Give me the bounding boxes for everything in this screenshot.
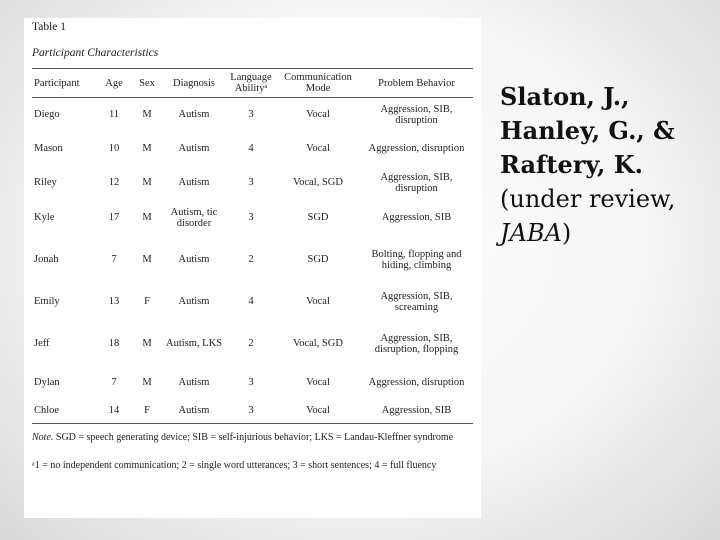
cell-diagnosis: Autism, tic disorder (170, 206, 218, 229)
cell-communication-mode: Vocal (306, 143, 330, 154)
cell-participant: Mason (34, 143, 63, 154)
table-row (32, 236, 473, 284)
cell-age: 12 (108, 177, 120, 188)
cell-age: 14 (96, 398, 132, 424)
col-header-participant: Participant (32, 69, 96, 98)
cell-diagnosis: Autism (162, 398, 226, 424)
cell-diagnosis: Autism (178, 109, 210, 121)
cell-diagnosis: Autism (178, 143, 210, 154)
table-row (32, 200, 473, 236)
cell-participant: Jonah (34, 254, 59, 265)
note-label: Note. (32, 432, 54, 443)
cell-participant: Chloe (32, 398, 96, 424)
cell-diagnosis: Autism (178, 296, 210, 307)
col-header-sex: Sex (132, 69, 162, 98)
cell-communication-mode: Vocal (276, 398, 360, 424)
cell-participant: Emily (34, 296, 60, 307)
cell-age: 7 (111, 377, 117, 388)
cell-communication-mode: Vocal (306, 296, 330, 307)
cell-age: 17 (108, 212, 120, 223)
citation-close: ) (561, 219, 572, 247)
citation-line-1: Slaton, J., (500, 82, 630, 111)
cell-participant: Dylan (34, 377, 60, 388)
cell-problem-behavior: Aggression, SIB, screaming (380, 290, 453, 313)
table-row (32, 368, 473, 398)
cell-language-ability: 2 (248, 338, 254, 349)
table-header-row (32, 69, 473, 98)
col-header-language-ability: Language Abilityᵃ (226, 69, 276, 98)
cell-participant: Diego (34, 109, 60, 121)
cell-age: 7 (111, 254, 117, 265)
cell-problem-behavior: Bolting, flopping and hiding, climbing (371, 248, 462, 271)
cell-sex: M (142, 177, 152, 188)
cell-communication-mode: SGD (307, 212, 329, 223)
cell-language-ability: 4 (248, 143, 254, 154)
cell-problem-behavior: Aggression, SIB (360, 398, 473, 424)
citation-line-5 (500, 216, 715, 250)
cell-language-ability: 4 (248, 296, 254, 307)
table-row (32, 98, 473, 132)
table-number: Table 1 (32, 21, 67, 33)
cell-sex: M (142, 143, 152, 154)
cell-age: 10 (108, 143, 120, 154)
citation-block (500, 80, 715, 250)
table-note (32, 432, 473, 444)
cell-problem-behavior: Aggression, SIB, disruption (380, 103, 453, 126)
cell-sex: F (144, 296, 150, 307)
citation-line-3: Raftery, K. (500, 150, 643, 179)
cell-age: 13 (108, 296, 120, 307)
cell-age: 18 (108, 338, 120, 349)
cell-problem-behavior: Aggression, SIB (381, 212, 452, 223)
cell-sex: M (142, 338, 152, 349)
cell-sex: M (142, 109, 152, 121)
cell-sex: M (142, 212, 152, 223)
cell-age: 11 (108, 109, 120, 121)
cell-problem-behavior: Aggression, disruption (368, 377, 465, 388)
cell-sex: F (132, 398, 162, 424)
cell-sex: M (142, 377, 152, 388)
cell-language-ability: 3 (226, 398, 276, 424)
citation-line-4: (under review, (500, 185, 676, 213)
cell-diagnosis: Autism (178, 254, 210, 265)
table-row (32, 284, 473, 320)
cell-diagnosis: Autism, LKS (165, 338, 222, 349)
cell-language-ability: 3 (248, 109, 254, 121)
cell-problem-behavior: Aggression, SIB, disruption (380, 171, 453, 194)
table-row (32, 398, 473, 424)
cell-participant: Jeff (34, 338, 50, 349)
citation-journal: JABA (500, 219, 562, 247)
cell-language-ability: 3 (248, 212, 254, 223)
cell-participant: Riley (34, 177, 57, 188)
cell-communication-mode: Vocal, SGD (293, 338, 343, 349)
table-document (24, 18, 481, 518)
cell-language-ability: 3 (248, 177, 254, 188)
note-text: SGD = speech generating device; SIB = self-injurious behavior; LKS = Landau-Kleffner syndrome (55, 432, 454, 443)
cell-problem-behavior: Aggression, SIB, disruption, flopping (374, 332, 459, 355)
cell-sex: M (142, 254, 152, 265)
cell-language-ability: 3 (248, 377, 254, 388)
cell-participant: Kyle (34, 212, 55, 223)
cell-diagnosis: Autism (178, 177, 210, 188)
table-caption: Participant Characteristics (32, 47, 159, 59)
col-header-communication-mode: Communication Mode (276, 69, 360, 98)
participant-table (32, 68, 473, 424)
citation-line-2: Hanley, G., & (500, 116, 675, 145)
cell-communication-mode: Vocal (306, 109, 330, 121)
table-footnote: ᵃ1 = no independent communication; 2 = single word utterances; 3 = short sentences; 4 = full fluency (32, 460, 437, 471)
col-header-diagnosis: Diagnosis (162, 69, 226, 98)
table-row (32, 166, 473, 200)
table-row (32, 132, 473, 166)
cell-communication-mode: Vocal, SGD (293, 177, 343, 188)
cell-diagnosis: Autism (178, 377, 210, 388)
cell-language-ability: 2 (248, 254, 254, 265)
cell-problem-behavior: Aggression, disruption (368, 143, 465, 154)
table-row (32, 320, 473, 368)
col-header-age: Age (96, 69, 132, 98)
col-header-problem-behavior: Problem Behavior (360, 69, 473, 98)
cell-communication-mode: SGD (307, 254, 329, 265)
cell-communication-mode: Vocal (306, 377, 330, 388)
